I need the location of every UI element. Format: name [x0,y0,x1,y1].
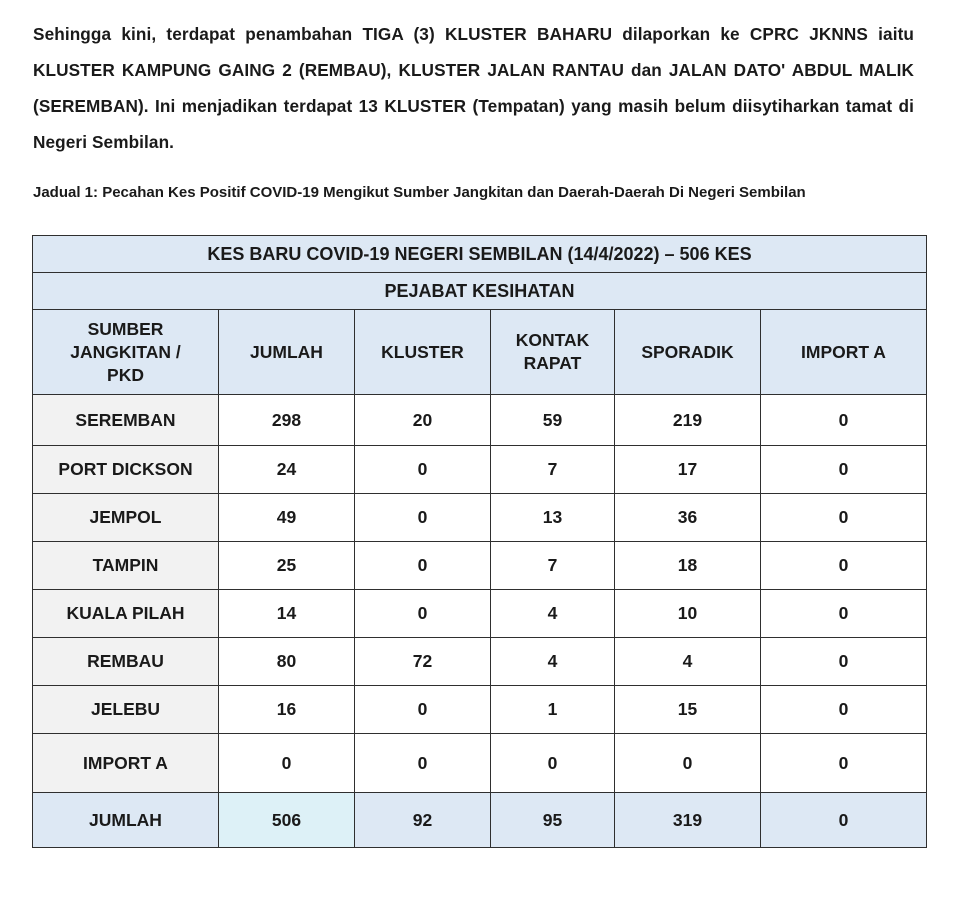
cell-kluster: 0 [355,734,491,793]
cell-kontak-rapat: 4 [491,638,615,686]
total-import-a: 0 [761,793,927,848]
cell-kontak-rapat: 7 [491,446,615,494]
cell-import-a: 0 [761,638,927,686]
column-header-source [33,310,219,395]
cell-sporadik: 36 [615,494,761,542]
cell-jumlah: 25 [219,542,355,590]
column-header-kluster: KLUSTER [355,310,491,395]
district-name: TAMPIN [33,542,219,590]
cell-jumlah: 49 [219,494,355,542]
cell-jumlah: 0 [219,734,355,793]
cell-import-a: 0 [761,446,927,494]
table-row [33,395,927,446]
table-row [33,542,927,590]
cell-kontak-rapat: 13 [491,494,615,542]
total-label: JUMLAH [33,793,219,848]
table-caption: Jadual 1: Pecahan Kes Positif COVID-19 Mengikut Sumber Jangkitan dan Daerah-Daerah Di Negeri Sembilan [33,184,806,201]
cell-kluster: 20 [355,395,491,446]
cell-sporadik: 10 [615,590,761,638]
cell-sporadik: 0 [615,734,761,793]
table-row [33,734,927,793]
district-name: JEMPOL [33,494,219,542]
cell-kluster: 0 [355,446,491,494]
cell-import-a: 0 [761,494,927,542]
cell-kluster: 0 [355,494,491,542]
table-row [33,494,927,542]
covid-cases-table [32,235,927,848]
cell-kontak-rapat: 1 [491,686,615,734]
cell-kontak-rapat: 0 [491,734,615,793]
district-name: SEREMBAN [33,395,219,446]
district-name: REMBAU [33,638,219,686]
cell-kluster: 0 [355,686,491,734]
table-subtitle: PEJABAT KESIHATAN [33,273,927,310]
table-title: KES BARU COVID-19 NEGERI SEMBILAN (14/4/2022) – 506 KES [33,236,927,273]
table-row [33,590,927,638]
total-jumlah: 506 [219,793,355,848]
cell-jumlah: 24 [219,446,355,494]
column-header-import-a: IMPORT A [761,310,927,395]
cell-kontak-rapat: 7 [491,542,615,590]
district-name: JELEBU [33,686,219,734]
cell-import-a: 0 [761,590,927,638]
cell-sporadik: 17 [615,446,761,494]
cell-jumlah: 298 [219,395,355,446]
cell-kluster: 0 [355,590,491,638]
cell-kontak-rapat: 59 [491,395,615,446]
announcement-paragraph: Sehingga kini, terdapat penambahan TIGA (3) KLUSTER BAHARU dilaporkan ke CPRC JKNNS iaitu KLUSTER KAMPUNG GAING 2 (REMBAU), KLUSTER JALAN RANTAU dan JALAN DATO' ABDUL MALIK (SEREMBAN). Ini menjadikan terdapat 13 KLUSTER (Tempatan) yang masih belum diisytiharkan tamat di Negeri Sembilan. [33,24,914,152]
cell-import-a: 0 [761,734,927,793]
cell-import-a: 0 [761,686,927,734]
total-kluster: 92 [355,793,491,848]
total-sporadik: 319 [615,793,761,848]
column-header-kontak-rapat-label: KONTAK RAPAT [515,330,590,373]
district-name: KUALA PILAH [33,590,219,638]
table-row [33,638,927,686]
cell-import-a: 0 [761,395,927,446]
cell-sporadik: 18 [615,542,761,590]
cell-sporadik: 4 [615,638,761,686]
total-row [33,793,927,848]
cell-sporadik: 15 [615,686,761,734]
column-header-jumlah: JUMLAH [219,310,355,395]
column-header-sporadik: SPORADIK [615,310,761,395]
cell-import-a: 0 [761,542,927,590]
district-name: IMPORT A [33,734,219,793]
district-name: PORT DICKSON [33,446,219,494]
cell-kluster: 72 [355,638,491,686]
table-row [33,446,927,494]
cell-jumlah: 14 [219,590,355,638]
table-row [33,686,927,734]
cell-jumlah: 80 [219,638,355,686]
total-kontak-rapat: 95 [491,793,615,848]
cell-kontak-rapat: 4 [491,590,615,638]
column-header-source-label: SUMBER JANGKITAN / PKD [70,318,181,385]
cell-jumlah: 16 [219,686,355,734]
column-header-kontak-rapat [491,310,615,395]
cell-kluster: 0 [355,542,491,590]
cell-sporadik: 219 [615,395,761,446]
